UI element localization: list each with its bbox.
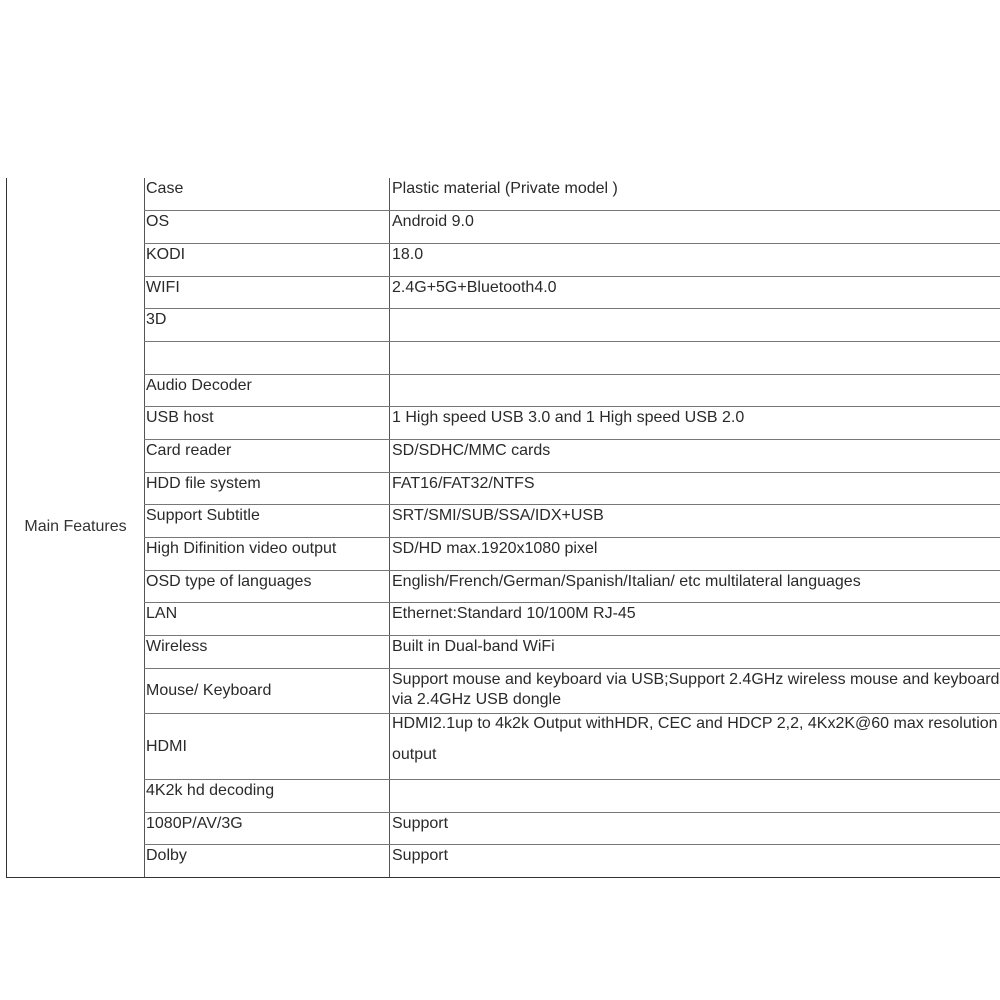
spec-value: [390, 440, 1000, 473]
spec-key: [145, 341, 390, 374]
spec-value-text: Plastic material (Private model ): [392, 180, 618, 197]
spec-value-text: 18.0: [392, 245, 424, 263]
table-row: [7, 779, 1000, 812]
spec-key: [145, 779, 390, 812]
spec-key: [145, 603, 390, 636]
table-row: [7, 243, 1000, 276]
table-row: [7, 178, 1000, 211]
table-row: [7, 309, 1000, 342]
spec-key-text: Card reader: [146, 442, 232, 459]
spec-key-text: 3D: [146, 311, 167, 329]
spec-value: [390, 178, 1000, 211]
spec-value-text: 2.4G+5G+Bluetooth4.0: [392, 278, 557, 296]
spec-key: [145, 276, 390, 309]
spec-value-text: [392, 375, 1000, 376]
table-row: [7, 570, 1000, 603]
spec-value: [390, 668, 1000, 713]
table-row: [7, 374, 1000, 407]
group-label-main-features: Main Features: [7, 178, 145, 877]
spec-value: [390, 570, 1000, 603]
spec-value: [390, 845, 1000, 878]
spec-key: [145, 505, 390, 538]
table-row: [7, 440, 1000, 473]
main-features-spec-table: [6, 178, 1000, 878]
spec-value-text: FAT16/FAT32/NTFS: [392, 474, 535, 492]
table-row: [7, 636, 1000, 669]
spec-key-text: USB host: [146, 409, 214, 427]
table-row: [7, 505, 1000, 538]
spec-key: [145, 812, 390, 845]
table-row: [7, 603, 1000, 636]
spec-value-text: 1 High speed USB 3.0 and 1 High speed USB 2.0: [392, 409, 745, 427]
spec-key-text: Support Subtitle: [146, 507, 260, 525]
spec-value-text: Ethernet:Standard 10/100M RJ-45: [392, 605, 636, 623]
spec-key-text: [146, 342, 389, 343]
spec-key: [145, 668, 390, 713]
spec-value: [390, 472, 1000, 505]
spec-key-text: HDD file system: [146, 474, 261, 492]
spec-value: [390, 407, 1000, 440]
spec-key-text: LAN: [146, 605, 178, 623]
spec-key-text: Wireless: [146, 638, 208, 656]
spec-value-text: Built in Dual-band WiFi: [392, 638, 555, 656]
table-row: [7, 812, 1000, 845]
spec-value: [390, 713, 1000, 779]
table-row: [7, 472, 1000, 505]
spec-key-text: High Difinition video output: [146, 540, 337, 558]
spec-value: [390, 309, 1000, 342]
spec-key: [145, 309, 390, 342]
table-row: [7, 211, 1000, 244]
spec-key-text: WIFI: [146, 278, 180, 296]
spec-key-text: HDMI: [146, 737, 187, 755]
spec-value: [390, 374, 1000, 407]
spec-key-text: OS: [146, 213, 170, 231]
spec-key: [145, 178, 390, 211]
spec-value-text: HDMI2.1up to 4k2k Output withHDR, CEC and HDCP 2,2, 4Kx2K@60 max resolution output: [392, 714, 998, 763]
spec-key-text: KODI: [146, 245, 186, 263]
spec-value-text: SD/HD max.1920x1080 pixel: [392, 540, 598, 558]
spec-key: [145, 845, 390, 878]
spec-value-text: Support: [392, 847, 449, 865]
table-row: [7, 341, 1000, 374]
spec-value: [390, 211, 1000, 244]
spec-value: [390, 341, 1000, 374]
spec-key-text: Audio Decoder: [146, 376, 252, 394]
spec-value-text: [392, 780, 1000, 781]
spec-key-text: 1080P/AV/3G: [146, 814, 243, 832]
spec-key-text: Case: [146, 180, 184, 197]
table-row: [7, 713, 1000, 779]
spec-value-text: SRT/SMI/SUB/SSA/IDX+USB: [392, 507, 604, 525]
table-row: [7, 538, 1000, 571]
spec-value: [390, 636, 1000, 669]
table-row: [7, 276, 1000, 309]
spec-value: [390, 276, 1000, 309]
spec-value: [390, 779, 1000, 812]
spec-value: [390, 603, 1000, 636]
spec-key: [145, 472, 390, 505]
spec-key-text: OSD type of languages: [146, 572, 312, 590]
spec-value-text: [392, 309, 1000, 310]
spec-value-text: Support: [392, 814, 449, 832]
spec-value-text: SD/SDHC/MMC cards: [392, 442, 551, 459]
spec-value-text: Support mouse and keyboard via USB;Support 2.4GHz wireless mouse and keyboard via 2.4GHz USB dongle: [392, 670, 1000, 708]
spec-key-text: Mouse/ Keyboard: [146, 682, 272, 700]
table-row: [7, 668, 1000, 713]
spec-value-text: English/French/German/Spanish/Italian/ etc multilateral languages: [392, 572, 861, 590]
spec-value: [390, 812, 1000, 845]
spec-key: [145, 538, 390, 571]
spec-key-text: Dolby: [146, 847, 187, 865]
spec-key: [145, 407, 390, 440]
spec-key-text: 4K2k hd decoding: [146, 781, 275, 799]
spec-key: [145, 440, 390, 473]
spec-key: [145, 636, 390, 669]
spec-key: [145, 374, 390, 407]
spec-value: [390, 538, 1000, 571]
spec-value-text: Android 9.0: [392, 213, 474, 231]
spec-key: [145, 713, 390, 779]
spec-value: [390, 243, 1000, 276]
spec-key: [145, 211, 390, 244]
spec-value-text: [392, 342, 1000, 343]
table-row: [7, 845, 1000, 878]
table-row: [7, 407, 1000, 440]
spec-key: [145, 570, 390, 603]
spec-key: [145, 243, 390, 276]
spec-value: [390, 505, 1000, 538]
